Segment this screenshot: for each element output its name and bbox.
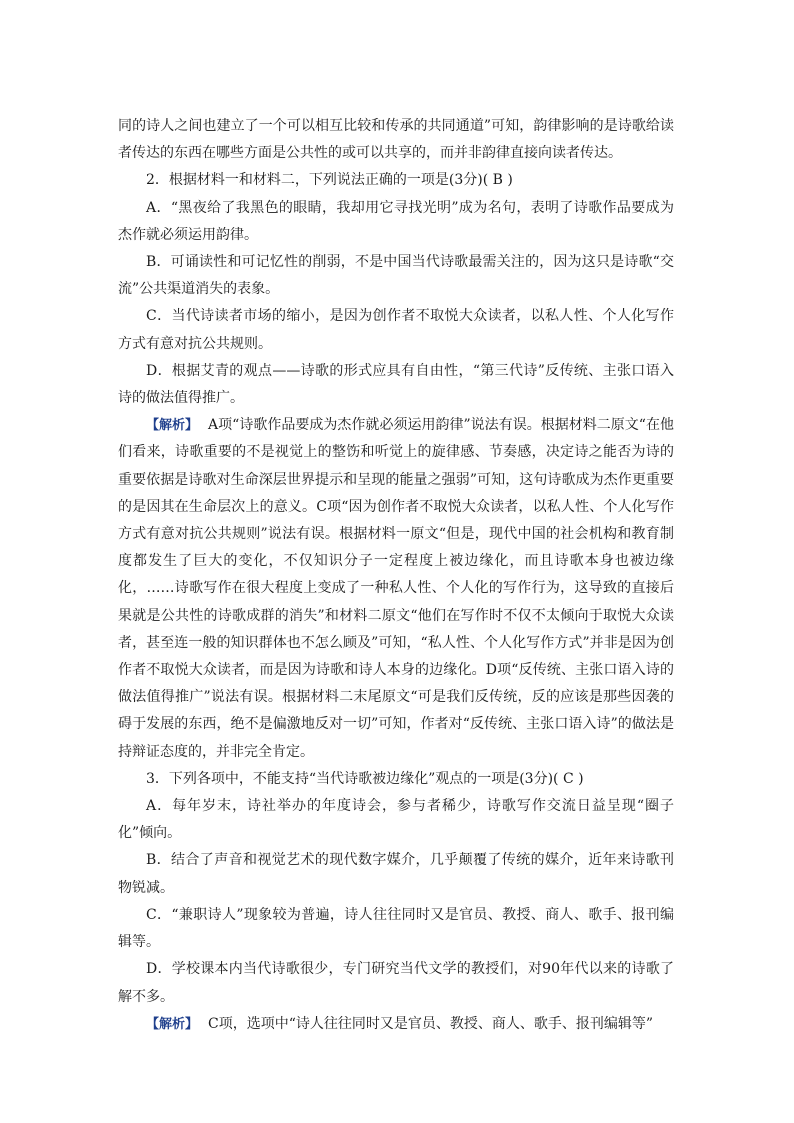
question-2-option-d: D．根据艾青的观点——诗歌的形式应具有自由性，“第三代诗”反传统、主张口语入诗的做法值得推广。 [118, 362, 674, 407]
question-2-option-b: B．可诵读性和可记忆性的削弱，不是中国当代诗歌最需关注的，因为这只是诗歌“交流”公共渠道消失的表象。 [118, 254, 674, 298]
question-2-option-a: A．“黑夜给了我黑色的眼睛，我却用它寻找光明”成为名句，表明了诗歌作品要成为杰作就必须运用韵律。 [118, 199, 674, 243]
question-3-option-b: B．结合了声音和视觉艺术的现代数字媒介，几乎颠覆了传统的媒介，近年来诗歌刊物锐减。 [118, 852, 674, 896]
question-3-option-c: C．“兼职诗人”现象较为普遍，诗人往往同时又是官员、教授、商人、歌手、报刊编辑等。 [118, 906, 674, 951]
analysis-text: A项“诗歌作品要成为杰作就必须运用韵律”说法有误。根据材料二原文“在他们看来，诗歌重要的不是视觉上的整饬和听觉上的旋律感、节奏感，决定诗之能否为诗的重要依据是诗歌对生命深层世界提示和呈现的能量之强弱”可知，这句诗歌成为杰作更重要的是因其在生命层次上的意义。C项“因为创作者不取悦大众读者，以私人性、个人化写作方式有意对抗公共规则”说法有误。根据材料一原文“但是，现代中国的社会机构和教育制度都发生了巨大的变化，不仅知识分子一定程度上被边缘化，而且诗歌本身也被边缘化，……诗歌写作在很大程度上变成了一种私人性、个人化的写作行为，这导致的直接后果就是公共性的诗歌成群的消失”和材料二原文“他们在写作时不仅不太倾向于取悦大众读者，甚至连一般的知识群体也不怎么顾及”可知，“私人性、个人化写作方式”并非是因为创作者不取悦大众读者，而是因为诗歌和诗人本身的边缘化。D项“反传统、主张口语入诗的做法值得推广”说法有误。根据材料二末尾原文“可是我们反传统，反的应该是那些因袭的碍于发展的东西，绝不是偏激地反对一切”可知，作者对“反传统、主张口语入诗”的做法是持辩证态度的，并非完全肯定。 [118, 417, 674, 760]
analysis-tag: 【解析】 [146, 1016, 199, 1032]
question-2-stem: 2．根据材料一和材料二，下列说法正确的一项是(3分)( B ) [146, 172, 513, 189]
analysis-text: C项，选项中“诗人往往同时又是官员、教授、商人、歌手、报刊编辑等” [208, 1015, 654, 1032]
question-3-option-d: D．学校课本内当代诗歌很少，专门研究当代文学的教授们，对90年代以来的诗歌了解不多。 [118, 961, 674, 1005]
question-3-analysis [118, 1011, 674, 1038]
question-3-option-a: A．每年岁末，诗社举办的年度诗会，参与者稀少，诗歌写作交流日益呈现“圈子化”倾向。 [118, 798, 674, 842]
analysis-tag: 【解析】 [146, 418, 199, 434]
question-3-stem: 3．下列各项中，不能支持“当代诗歌被边缘化”观点的一项是(3分)( C ) [146, 770, 584, 787]
question-2-option-c: C．当代诗读者市场的缩小，是因为创作者不取悦大众读者，以私人性、个人化写作方式有意对抗公共规则。 [118, 308, 674, 352]
question-2-analysis [118, 412, 674, 766]
continuation-paragraph: 同的诗人之间也建立了一个可以相互比较和传承的共同通道”可知，韵律影响的是诗歌给读者传达的东西在哪些方面是公共性的或可以共享的，而并非韵律直接向读者传达。 [118, 118, 674, 162]
document-body [118, 113, 674, 1038]
